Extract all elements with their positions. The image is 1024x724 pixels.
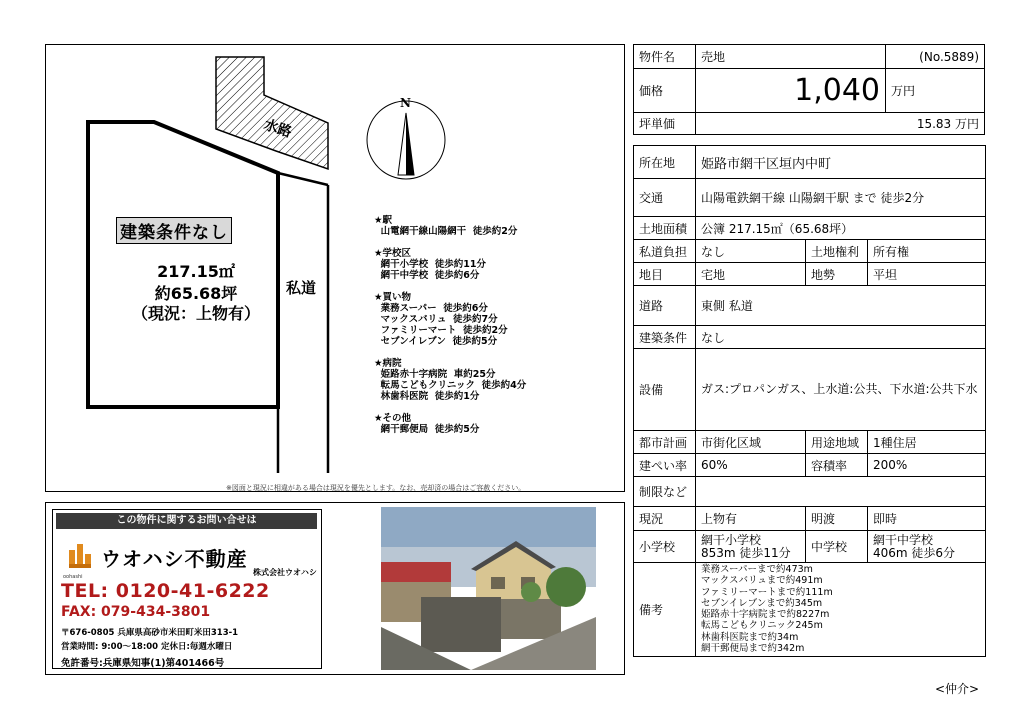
facility-school: ★学校区 網干小学校 徒歩約11分 網干中学校 徒歩約6分 [374, 248, 486, 281]
city-planning-value: 市街化区域 [696, 431, 806, 454]
handover-value: 即時 [868, 507, 986, 531]
fax-number: FAX: 079-434-3801 [61, 604, 211, 620]
building-coverage-key: 建ぺい率 [634, 454, 696, 477]
type-value: 売地 [696, 45, 886, 69]
junior-high-value [868, 531, 986, 563]
facility-station: ★駅 山電網干線山陽網干 徒歩約2分 [374, 215, 518, 237]
listing-number: (No.5889) [886, 45, 985, 69]
company-logo-icon [67, 542, 93, 572]
company-address: 〒676-0805 兵庫県高砂市米田町米田313-1 [61, 628, 239, 638]
remark-item: マックスバリュまで約491m [701, 575, 823, 587]
floor-area-ratio-value: 200% [868, 454, 986, 477]
floor-area-ratio-key: 容積率 [806, 454, 868, 477]
location-value: 姫路市網干区垣内中町 [696, 146, 986, 179]
facility-hospital: ★病院 姫路赤十字病院 車約25分 転馬こどもクリニック 徒歩約4分 林歯科医院 徒歩約1分 [374, 358, 527, 402]
equipment-key: 設備 [634, 349, 696, 431]
remark-item: 転馬こどもクリニック245m [701, 620, 823, 632]
junior-high-key: 中学校 [806, 531, 868, 563]
building-coverage-value: 60% [696, 454, 806, 477]
type-key: 物件名 [634, 45, 696, 69]
area-m2: 217.15㎡ [157, 262, 235, 281]
building-condition-key: 建築条件 [634, 326, 696, 349]
private-road-label: 私道 [286, 279, 317, 297]
elementary-school-key: 小学校 [634, 531, 696, 563]
price-table [633, 44, 985, 135]
unit-price-value: 15.83 万円 [696, 113, 985, 135]
company-panel [45, 502, 625, 675]
company-box [52, 509, 322, 669]
elementary-school-name: 網干小学校 [701, 532, 762, 547]
remarks-value [696, 563, 986, 657]
price-key: 価格 [634, 69, 696, 113]
property-photo [381, 507, 596, 670]
waterway-label: 水路 [261, 117, 294, 141]
use-zone-key: 用途地域 [806, 431, 868, 454]
facility-shopping: ★買い物 業務スーパー 徒歩約6分 マックスバリュ 徒歩約7分 ファミリーマート 徒歩約2分 セブンイレブン 徒歩約5分 [374, 292, 508, 347]
restrictions-key: 制限など [634, 477, 696, 507]
city-planning-key: 都市計画 [634, 431, 696, 454]
area-tsubo: 約65.68坪 [154, 284, 238, 303]
area-status: （現況：上物有） [131, 304, 260, 323]
unit-price-key: 坪単価 [634, 113, 696, 135]
remarks-key: 備考 [634, 563, 696, 657]
phone-number[interactable]: TEL: 0120-41-6222 [61, 580, 270, 602]
inquiry-header: この物件に関するお問い合せは [56, 513, 317, 529]
private-road-burden-value: なし [696, 240, 806, 263]
north-label: N [400, 96, 411, 110]
use-zone-value: 1種住居 [868, 431, 986, 454]
business-hours: 営業時間: 9:00～18:00 定休日:毎週水曜日 [61, 642, 233, 652]
road-value: 東側 私道 [696, 286, 986, 326]
restrictions-value [696, 477, 986, 507]
junior-high-name: 網干中学校 [873, 532, 934, 547]
waterway-area [216, 57, 328, 169]
logo-text: oohashi [63, 574, 83, 580]
road-key: 道路 [634, 286, 696, 326]
handover-key: 明渡 [806, 507, 868, 531]
remark-item: 林歯科医院まで約34m [701, 631, 799, 643]
elementary-school-distance: 853m 徒歩11分 [701, 545, 791, 560]
land-area-key: 土地面積 [634, 217, 696, 240]
equipment-value: ガス:プロパンガス、上水道:公共、下水道:公共下水 [696, 349, 986, 431]
transport-value: 山陽電鉄網干線 山陽網干駅 まで 徒歩2分 [696, 179, 986, 217]
land-right-key: 土地権利 [806, 240, 868, 263]
terrain-key: 地勢 [806, 263, 868, 286]
building-condition-value: なし [696, 326, 986, 349]
land-area-value: 公簿 217.15㎡（65.68坪） [696, 217, 986, 240]
terrain-value: 平坦 [868, 263, 986, 286]
land-category-key: 地目 [634, 263, 696, 286]
remark-item: セブンイレブンまで約345m [701, 597, 823, 609]
building-condition-label: 建築条件なし [116, 217, 232, 244]
location-key: 所在地 [634, 146, 696, 179]
intermediary-label: <仲介> [935, 682, 980, 696]
price-value: 1,040 [696, 69, 886, 113]
site-map [45, 44, 625, 492]
current-status-value: 上物有 [696, 507, 806, 531]
license-number: 免許番号:兵庫県知事(1)第401466号 [61, 658, 225, 669]
price-unit: 万円 [886, 69, 985, 113]
current-status-key: 現況 [634, 507, 696, 531]
facility-other: ★その他 網干郵便局 徒歩約5分 [374, 413, 480, 435]
transport-key: 交通 [634, 179, 696, 217]
land-right-value: 所有権 [868, 240, 986, 263]
remark-item: 姫路赤十字病院まで約8227m [701, 609, 830, 621]
elementary-school-value [696, 531, 806, 563]
junior-high-distance: 406m 徒歩6分 [873, 545, 956, 560]
remark-item: 網干郵便局まで約342m [701, 643, 805, 655]
company-name: ウオハシ不動産 [101, 547, 248, 571]
remark-item: ファミリーマートまで約111m [701, 586, 833, 598]
private-road-burden-key: 私道負担 [634, 240, 696, 263]
property-details-table [633, 145, 986, 657]
company-legal-name: 株式会社ウオハシ [253, 568, 317, 577]
land-category-value: 宅地 [696, 263, 806, 286]
remark-item: 業務スーパーまで約473m [701, 564, 813, 575]
map-note: ※図面と現況に相違がある場合は現況を優先とします。なお、売却済の場合はご容赦ください。 [226, 484, 526, 492]
